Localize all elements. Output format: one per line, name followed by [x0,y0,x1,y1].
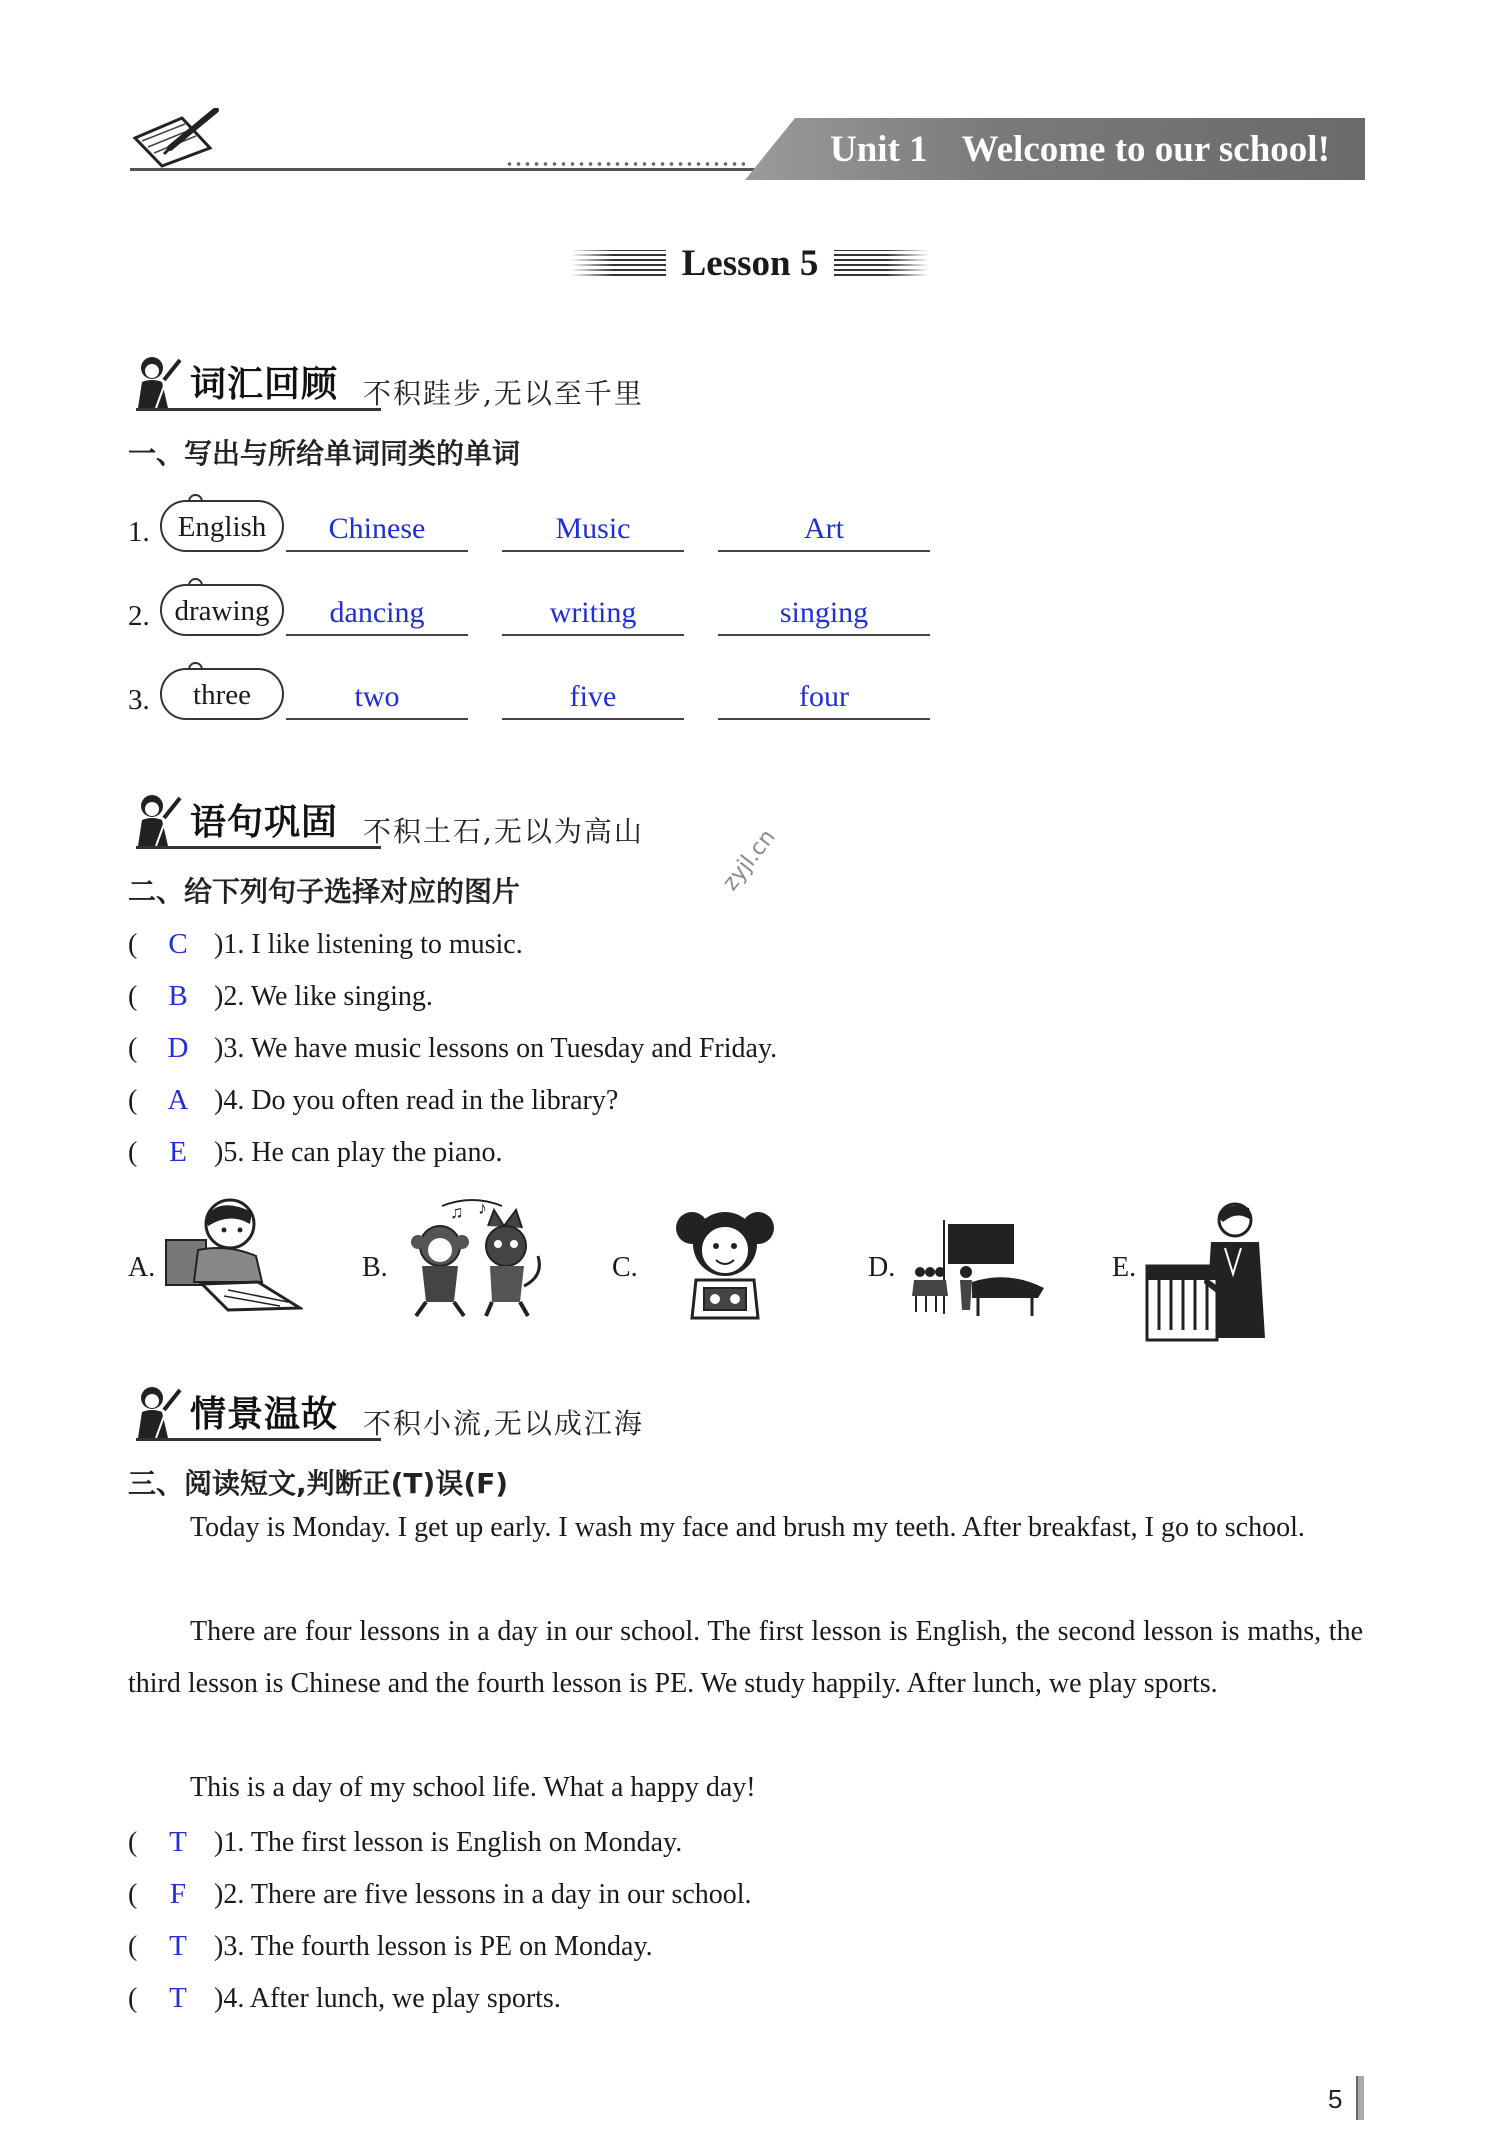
svg-text:♫: ♫ [450,1202,464,1222]
page-number: 5 [1328,2084,1343,2114]
paragraph-text: There are four lessons in a day in our school. The first lesson is English, the second lesson is maths, the third lesson is Chinese and the fourth lesson is PE. We study happily. After lunch, we play sports. [128,1616,1363,1699]
answer-letter[interactable]: T [169,1982,187,2014]
given-word: drawing [160,584,284,636]
statement-text: )3. The fourth lesson is PE on Monday. [214,1931,653,1962]
word-row [128,496,948,566]
picture-label: C. [612,1252,638,1283]
answer-letter[interactable]: C [168,928,188,960]
section-underline [136,846,381,849]
answer-letter[interactable]: A [167,1084,189,1116]
statement-text: )1. The first lesson is English on Monday. [214,1827,683,1858]
header-dots [505,160,745,168]
answer-letter[interactable]: T [169,1826,187,1858]
given-word: three [160,668,284,720]
monkey-cat-singing-picture [392,1196,552,1321]
row-number: 3. [128,684,150,716]
answer-blank[interactable]: Music [502,510,684,552]
passage-paragraph [128,1762,1363,1814]
answer-blank[interactable]: singing [718,594,930,636]
sentence-text: )4. Do you often read in the library? [214,1085,619,1116]
section-motto: 不积跬步,无以至千里 [363,377,644,410]
unit-name: Welcome to our school! [961,129,1330,170]
paragraph-text: This is a day of my school life. What a happy day! [190,1772,756,1803]
word-row [128,664,948,734]
passage-paragraph [128,1502,1363,1554]
answer-blank[interactable]: Art [718,510,930,552]
row-number: 1. [128,516,150,548]
answer-blank[interactable]: Chinese [286,510,468,552]
picture-label: B. [362,1252,388,1283]
lesson-deco-right [834,250,929,276]
choice-line: ( E )5. He can play the piano. [128,1132,502,1172]
girl-listening-music-picture [670,1200,780,1325]
sentence-text: )3. We have music lessons on Tuesday and Friday. [214,1033,778,1064]
answer-letter[interactable]: T [169,1930,187,1962]
answer-letter[interactable]: E [169,1136,187,1168]
passage-paragraph [128,1606,1363,1710]
svg-text:♪: ♪ [478,1198,487,1218]
answer-letter[interactable]: D [167,1032,189,1064]
sentence-text: )2. We like singing. [214,981,433,1012]
answer-blank[interactable]: writing [502,594,684,636]
section-reading [128,1382,1028,1442]
section-vocabulary [128,352,1028,412]
picture-label: D. [868,1252,896,1283]
statement-text: )4. After lunch, we play sports. [214,1983,561,2014]
answer-letter[interactable]: F [169,1878,187,1910]
section-underline [136,1438,381,1441]
section-motto: 不积土石,无以为高山 [363,815,644,848]
choice-line: ( D )3. We have music lessons on Tuesday and Friday. [128,1028,777,1068]
paragraph-text: Today is Monday. I get up early. I wash my face and brush my teeth. After breakfast, I go to school. [190,1512,1305,1543]
answer-letter[interactable]: B [168,980,188,1012]
watermark: zyjl.cn [718,824,781,896]
music-class-picture [908,1210,1048,1322]
picture-label: E. [1112,1252,1137,1283]
lesson-heading [570,238,930,288]
girl-mascot-icon [128,352,188,412]
word-row [128,580,948,650]
judge-line: ( T )3. The fourth lesson is PE on Monday. [128,1926,653,1966]
answer-blank[interactable]: four [718,678,930,720]
section-underline [136,408,381,411]
row-number: 2. [128,600,150,632]
judge-line: ( T )4. After lunch, we play sports. [128,1978,561,2018]
judge-line: ( F )2. There are five lessons in a day in our school. [128,1874,752,1914]
section-tag: 语句巩固 [190,802,339,843]
choice-line: ( B )2. We like singing. [128,976,433,1016]
picture-label: A. [128,1252,156,1283]
girl-mascot-icon [128,790,188,850]
boy-piano-picture [1145,1198,1273,1342]
choice-line: ( C )1. I like listening to music. [128,924,523,964]
page-edge-bar [1356,2076,1364,2120]
part3-title: 三、阅读短文,判断正(T)误(F) [128,1467,509,1500]
answer-blank[interactable]: five [502,678,684,720]
girl-mascot-icon [128,1382,188,1442]
lesson-deco-left [571,250,666,276]
choice-line: ( A )4. Do you often read in the library? [128,1080,618,1120]
unit-number: Unit 1 [830,129,928,170]
boy-reading-picture [158,1190,303,1315]
statement-text: )2. There are five lessons in a day in our school. [214,1879,752,1910]
sentence-text: )5. He can play the piano. [214,1137,503,1168]
notebook-pen-icon [130,108,220,170]
answer-blank[interactable]: two [286,678,468,720]
section-tag: 情景温故 [190,1394,339,1435]
sentence-text: )1. I like listening to music. [214,929,523,960]
part2-title: 二、给下列句子选择对应的图片 [128,875,521,908]
section-motto: 不积小流,无以成江海 [363,1407,644,1440]
judge-line: ( T )1. The first lesson is English on Monday. [128,1822,682,1862]
section-tag: 词汇回顾 [190,364,339,405]
unit-title [830,122,1350,178]
section-sentences [128,790,1028,850]
part1-title: 一、写出与所给单词同类的单词 [128,437,521,470]
answer-blank[interactable]: dancing [286,594,468,636]
lesson-title: Lesson 5 [681,242,819,284]
given-word: English [160,500,284,552]
